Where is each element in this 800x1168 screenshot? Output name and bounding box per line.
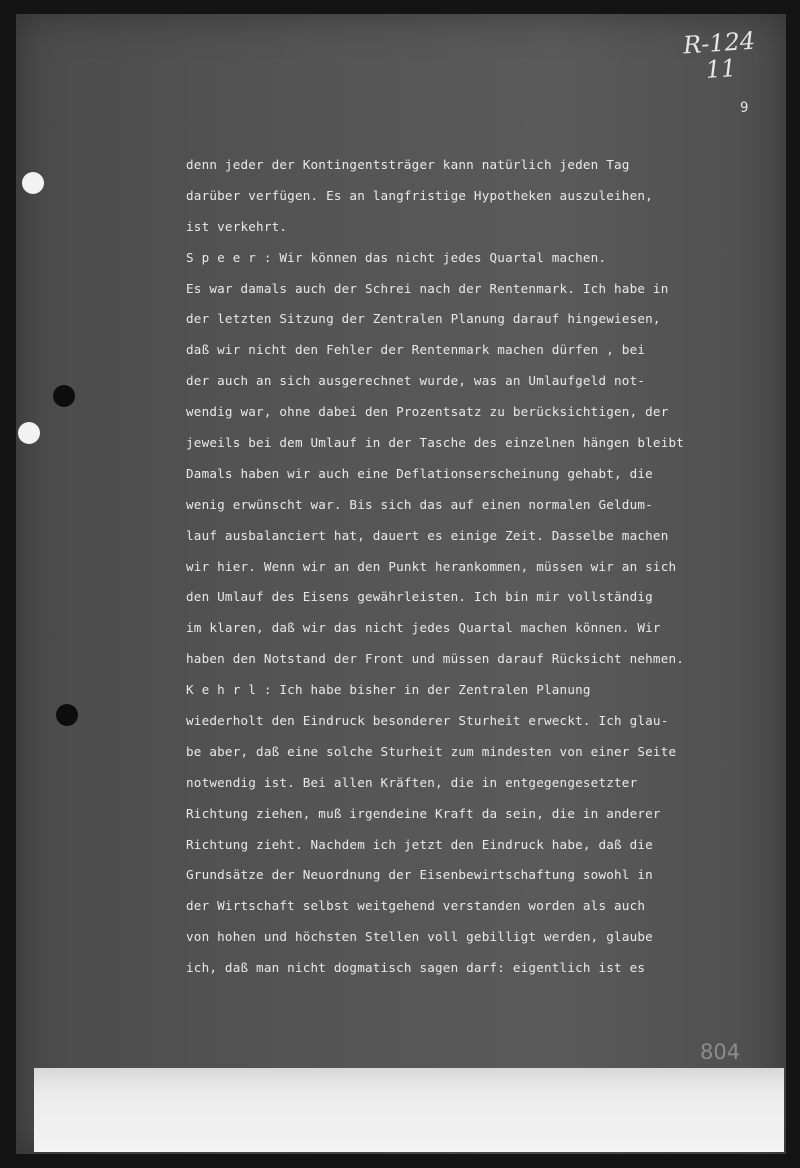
text-line: notwendig ist. Bei allen Kräften, die in entgegengesetzter: [186, 774, 638, 790]
annotation-line-2: 11: [704, 53, 738, 85]
text-line: wiederholt den Eindruck besonderer Sturheit erweckt. Ich glau-: [186, 713, 669, 729]
typewritten-text: [186, 150, 776, 984]
text-line: lauf ausbalanciert hat, dauert es einige Zeit. Dasselbe machen: [186, 527, 669, 543]
text-line: S p e e r : Wir können das nicht jedes Quartal machen.: [186, 249, 607, 265]
text-line: ich, daß man nicht dogmatisch sagen darf: eigentlich ist es: [186, 960, 646, 976]
text-line: wenig erwünscht war. Bis sich das auf einen normalen Geldum-: [186, 496, 653, 512]
text-line: der letzten Sitzung der Zentralen Planung darauf hingewiesen,: [186, 311, 661, 327]
punch-hole: [22, 172, 44, 194]
text-line: be aber, daß eine solche Sturheit zum mindesten von einer Seite: [186, 743, 677, 759]
text-line: Grundsätze der Neuordnung der Eisenbewirtschaftung sowohl in: [186, 867, 653, 883]
text-line: wir hier. Wenn wir an den Punkt herankommen, müssen wir an sich: [186, 558, 677, 574]
page-number: 9: [740, 100, 749, 116]
text-line: wendig war, ohne dabei den Prozentsatz zu berücksichtigen, der: [186, 404, 669, 420]
text-line: von hohen und höchsten Stellen voll gebilligt werden, glaube: [186, 929, 653, 945]
text-line: Es war damals auch der Schrei nach der Rentenmark. Ich habe in: [186, 280, 669, 296]
handwritten-annotation: [682, 28, 757, 85]
text-line: jeweils bei dem Umlauf in der Tasche des einzelnen hängen bleibt: [186, 435, 685, 451]
text-line: im klaren, daß wir das nicht jedes Quartal machen können. Wir: [186, 620, 661, 636]
page-stamp-number: 804: [700, 1040, 741, 1064]
text-line: haben den Notstand der Front und müssen darauf Rücksicht nehmen.: [186, 651, 685, 667]
text-line: Damals haben wir auch eine Deflationserscheinung gehabt, die: [186, 465, 653, 481]
text-line: der auch an sich ausgerechnet wurde, was an Umlaufgeld not-: [186, 373, 646, 389]
annotation-line-1: R-124: [682, 26, 756, 60]
text-line: den Umlauf des Eisens gewährleisten. Ich bin mir vollständig: [186, 589, 653, 605]
text-line: K e h r l : Ich habe bisher in der Zentralen Planung: [186, 682, 591, 698]
text-line: Richtung zieht. Nachdem ich jetzt den Eindruck habe, daß die: [186, 836, 653, 852]
text-line: Richtung ziehen, muß irgendeine Kraft da sein, die in anderer: [186, 805, 661, 821]
text-line: daß wir nicht den Fehler der Rentenmark machen dürfen , bei: [186, 342, 646, 358]
punch-hole: [18, 422, 40, 444]
text-line: darüber verfügen. Es an langfristige Hypotheken auszuleihen,: [186, 187, 653, 203]
text-line: denn jeder der Kontingentsträger kann natürlich jeden Tag: [186, 157, 630, 172]
punch-hole: [53, 385, 75, 407]
punch-hole: [56, 704, 78, 726]
text-line: ist verkehrt.: [186, 218, 288, 234]
text-line: der Wirtschaft selbst weitgehend verstanden worden als auch: [186, 898, 646, 914]
bottom-paper-strip: [34, 1068, 784, 1152]
